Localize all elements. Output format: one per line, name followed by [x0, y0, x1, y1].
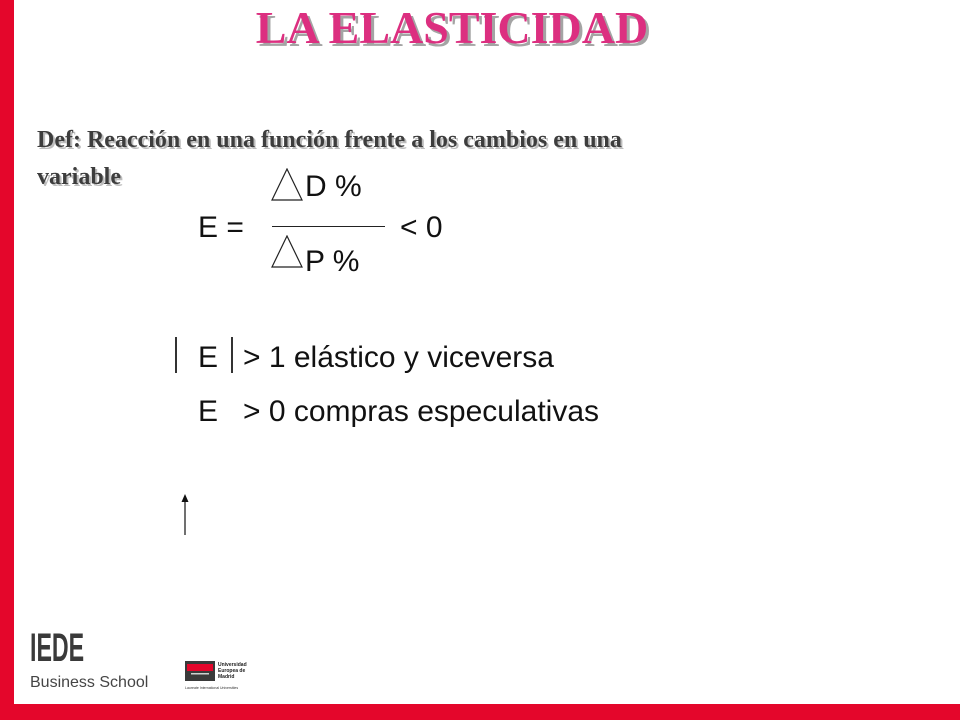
absolute-value-bar-right [231, 337, 233, 373]
rule-text: > 0 compras especulativas [243, 395, 600, 428]
iede-logo-name: IEDE [30, 626, 85, 670]
definition-text: : Reacción en una función frente a los cambios en una [72, 127, 622, 153]
left-accent-bar [0, 0, 14, 720]
definition-line-2: variable [37, 164, 121, 190]
formula-numerator: D % [305, 170, 362, 203]
delta-icon [271, 168, 303, 201]
uem-logo-name: Universidad Europea de Madrid [218, 662, 247, 680]
fraction-line [272, 226, 385, 227]
definition-line-1 [37, 126, 622, 154]
delta-icon [271, 235, 303, 268]
uem-logo-affiliation: Laureate International Universities [185, 686, 239, 690]
rule-variable: E [198, 395, 219, 428]
rule-text: > 1 elástico y viceversa [243, 341, 554, 374]
slide-title: LA ELASTICIDAD [255, 2, 649, 53]
arrow-up-icon [178, 494, 192, 536]
bottom-accent-bar [0, 704, 960, 720]
formula-denominator: P % [305, 245, 360, 278]
formula-rhs: < 0 [400, 211, 443, 244]
absolute-value-bar-left [175, 337, 177, 373]
definition-label: Def [37, 127, 73, 153]
uem-emblem-icon [185, 661, 215, 681]
rule-variable: E [198, 341, 219, 374]
iede-logo-subtitle: Business School [30, 674, 149, 691]
formula-lhs: E = [198, 211, 244, 244]
